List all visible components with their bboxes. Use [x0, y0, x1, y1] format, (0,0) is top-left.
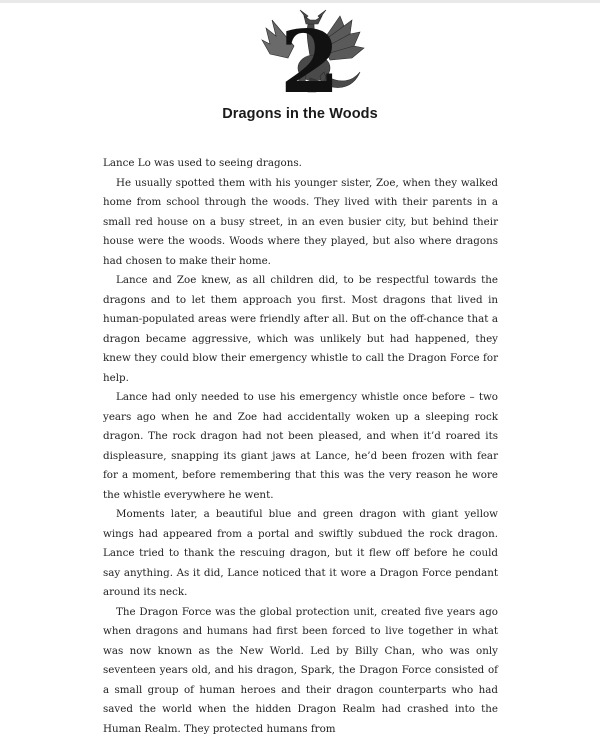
paragraph: Lance and Zoe knew, as all children did, to be respectful towards the dragons and to let them approach you first. Most dragons that lived in human-populated areas were friendly after all. But on the off-chance that a dragon became aggressive, which was unlikely but had happened, they knew they could blow their emergency whistle to call the Dragon Force for help. — [103, 271, 498, 388]
paragraph: Moments later, a beautiful blue and green dragon with giant yellow wings had appeared from a portal and swiftly subdued the rock dragon. Lance tried to thank the rescuing dragon, but it flew off before he could say anything. As it did, Lance noticed that it wore a Dragon Force pendant around its neck. — [103, 505, 498, 603]
chapter-number-dragon-emblem — [236, 6, 376, 98]
chapter-title: Dragons in the Woods — [0, 106, 600, 122]
paragraph: Lance had only needed to use his emergency whistle once before – two years ago when he and Zoe had accidentally woken up a sleeping rock dragon. The rock dragon had not been pleased, and when it’d roared its displeasure, snapping its giant jaws at Lance, he’d been frozen with fear for a moment, before remembering that this was the very reason he wore the whistle everywhere he went. — [103, 388, 498, 505]
paragraph: He usually spotted them with his younger sister, Zoe, when they walked home from school through the woods. They lived with their parents in a small red house on a busy street, in an even busier city, but behind their house were the woods. Woods where they played, but also where dragons had chosen to make their home. — [103, 174, 498, 272]
chapter-body — [103, 154, 498, 739]
chapter-number: 2 — [280, 12, 340, 113]
paragraph: The Dragon Force was the global protection unit, created five years ago when dragons and humans had first been forced to live together in what was now known as the New World. Led by Billy Chan, who was only seventeen years old, and his dragon, Spark, the Dragon Force consisted of a small group of human heroes and their dragon counterparts who had saved the world when the hidden Dragon Realm had crashed into the Human Realm. They protected humans from — [103, 603, 498, 739]
top-edge-divider — [0, 0, 600, 3]
paragraph: Lance Lo was used to seeing dragons. — [103, 154, 498, 174]
